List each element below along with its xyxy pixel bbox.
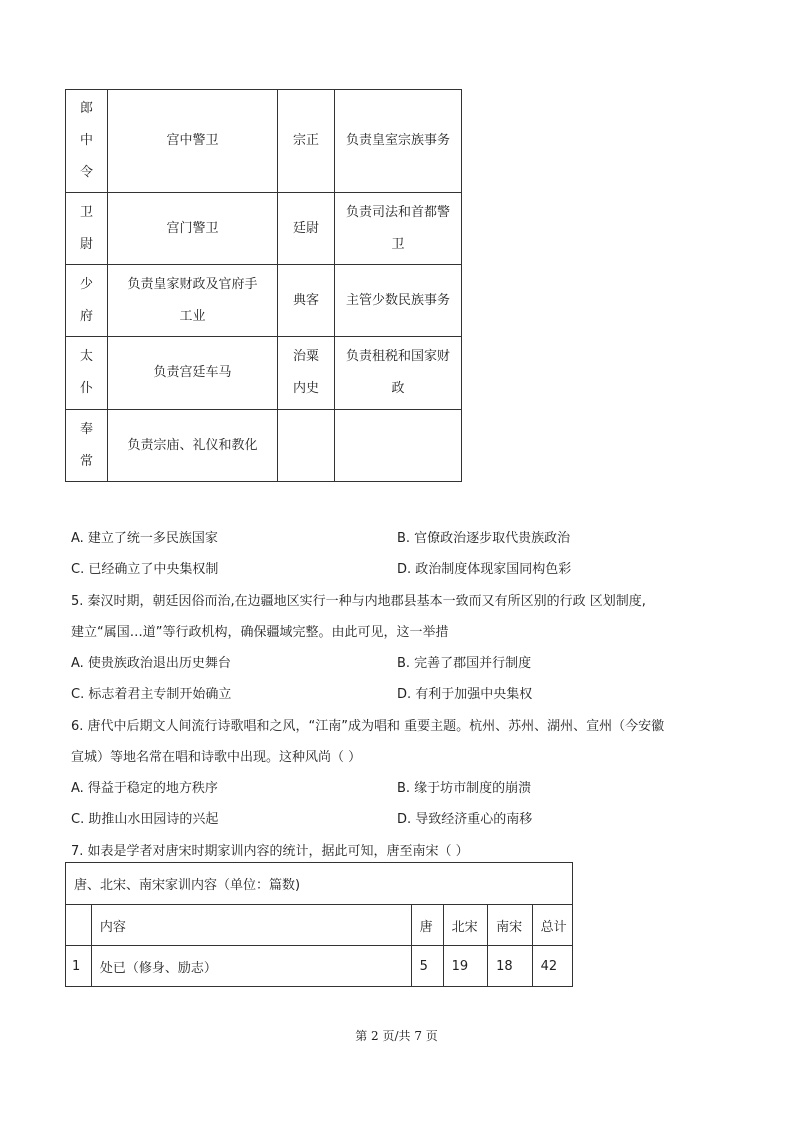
q5-option-b: B. 完善了郡国并行制度 (397, 656, 532, 671)
office-cell: 奉常 (66, 410, 108, 482)
duty-cell: 负责宗庙、礼仪和教化 (108, 410, 278, 482)
q4-option-c: C. 已经确立了中央集权制 (71, 562, 219, 577)
row-nansong: 18 (488, 946, 532, 987)
q6-option-c: C. 助推山水田园诗的兴起 (71, 812, 219, 827)
table-title: 唐、北宋、南宋家训内容（单位：篇数) (66, 863, 573, 905)
duty-cell: 负责皇室宗族事务 (335, 90, 462, 193)
table-row (66, 946, 573, 987)
duty-cell: 负责司法和首都警卫 (335, 193, 462, 265)
duty-cell (335, 410, 462, 482)
office-cell (278, 410, 335, 482)
family-training-table (65, 862, 573, 987)
q5-option-a: A. 使贵族政治退出历史舞台 (71, 656, 231, 671)
row-tang: 5 (411, 946, 443, 987)
q4-option-d: D. 政治制度体现家国同构色彩 (397, 562, 572, 577)
page-footer: 第 2 页/共 7 页 (355, 1029, 438, 1043)
header-content: 内容 (91, 905, 411, 946)
table-row (66, 90, 462, 193)
q7-stem-line1: 7. 如表是学者对唐宋时期家训内容的统计，据此可知，唐至南宋（ ） (71, 844, 469, 859)
duty-cell: 负责宫廷车马 (108, 337, 278, 410)
header-nansong: 南宋 (488, 905, 532, 946)
q4-option-b: B. 官僚政治逐步取代贵族政治 (397, 531, 571, 546)
q5-stem-line1: 5. 秦汉时期，朝廷因俗而治,在边疆地区实行一种与内地郡县基本一致而又有所区别的行政 区划制度, (71, 594, 646, 609)
q5-option-d: D. 有利于加强中央集权 (397, 687, 533, 702)
table-title-row (66, 863, 573, 905)
office-cell: 郎中令 (66, 90, 108, 193)
office-cell: 治粟内史 (278, 337, 335, 410)
office-cell: 太仆 (66, 337, 108, 410)
duty-cell: 负责皇家财政及官府手工业 (108, 265, 278, 337)
duty-cell: 宫门警卫 (108, 193, 278, 265)
table-header-row (66, 905, 573, 946)
q6-option-d: D. 导致经济重心的南移 (397, 812, 533, 827)
duty-cell: 负责租税和国家财政 (335, 337, 462, 410)
q6-stem-line2: 宣城）等地名常在唱和诗歌中出现。这种风尚（ ） (71, 750, 362, 765)
table-row (66, 265, 462, 337)
officials-table (65, 89, 462, 482)
duty-cell: 主管少数民族事务 (335, 265, 462, 337)
table-row (66, 410, 462, 482)
q5-stem-line2: 建立“属国…道”等行政机构，确保疆域完整。由此可见，这一举措 (71, 625, 449, 640)
table-row (66, 337, 462, 410)
header-total: 总计 (532, 905, 572, 946)
table-row (66, 193, 462, 265)
office-cell: 少府 (66, 265, 108, 337)
q6-option-a: A. 得益于稳定的地方秩序 (71, 781, 218, 796)
office-cell: 卫尉 (66, 193, 108, 265)
q6-stem-line1: 6. 唐代中后期文人间流行诗歌唱和之风，“江南”成为唱和 重要主题。杭州、苏州、湖州、宣州（今安徽 (71, 719, 665, 734)
office-cell: 宗正 (278, 90, 335, 193)
header-num (66, 905, 92, 946)
header-beisong: 北宋 (443, 905, 487, 946)
header-tang: 唐 (411, 905, 443, 946)
office-cell: 典客 (278, 265, 335, 337)
q5-option-c: C. 标志着君主专制开始确立 (71, 687, 232, 702)
duty-cell: 宫中警卫 (108, 90, 278, 193)
q4-option-a: A. 建立了统一多民族国家 (71, 531, 218, 546)
row-num: 1 (66, 946, 92, 987)
office-cell: 廷尉 (278, 193, 335, 265)
row-content: 处已（修身、励志） (91, 946, 411, 987)
row-total: 42 (532, 946, 572, 987)
row-beisong: 19 (443, 946, 487, 987)
q6-option-b: B. 缘于坊市制度的崩溃 (397, 781, 532, 796)
